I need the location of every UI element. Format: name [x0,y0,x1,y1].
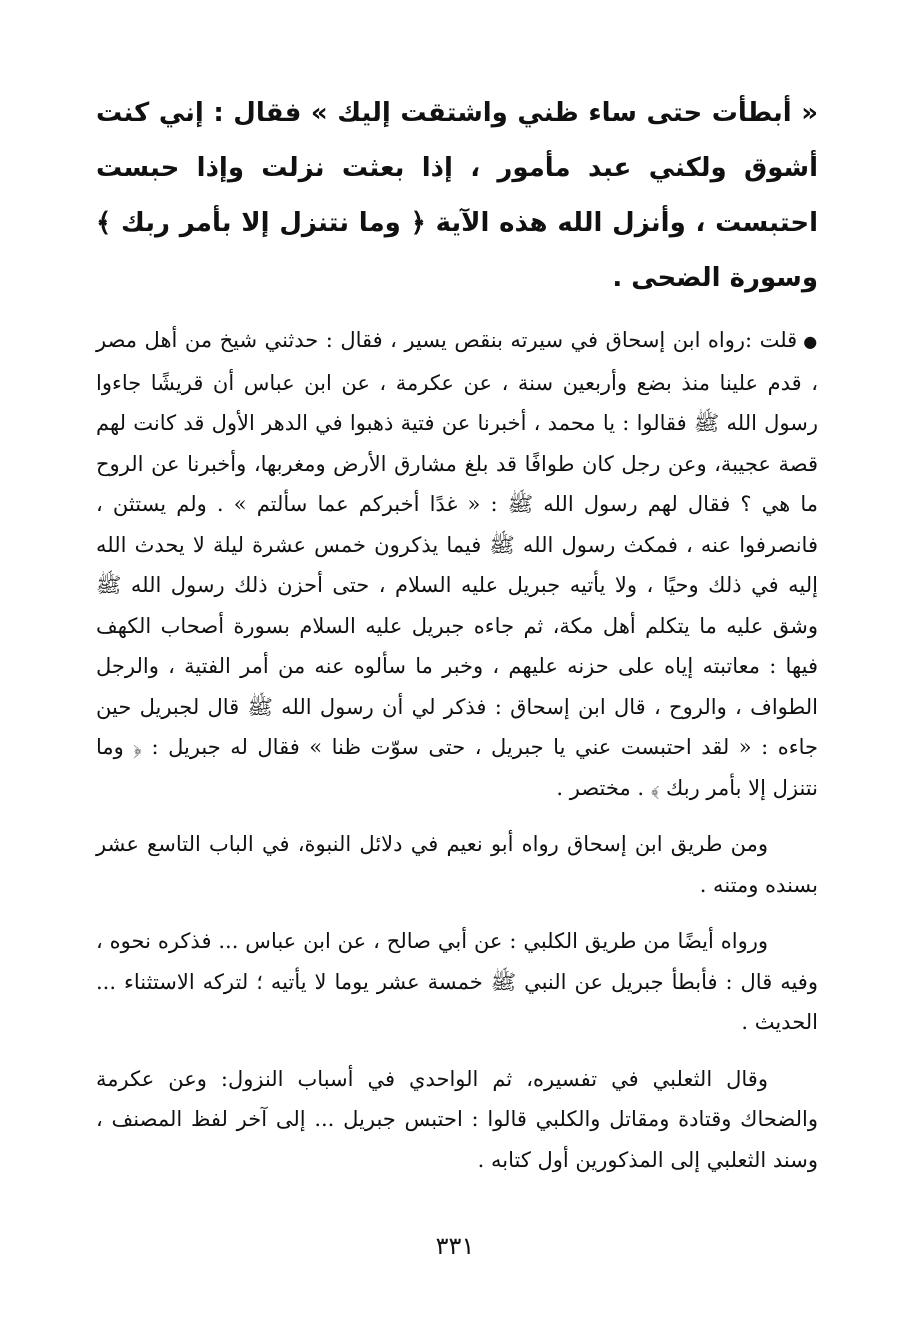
paragraph-ibn-ishaq-text: قلت :رواه ابن إسحاق في سيرته بنقص يسير ، فقال : حدثني شيخ من أهل مصر ، قدم علينا منذ بضع وأربعين سنة ، عن عكرمة ، عن ابن عباس أن قريشًا جاءوا رسول الله ﷺ فقالوا : يا محمد ، أخبرنا عن فتية ذهبوا في الدهر الأول قد كانت لهم قصة عجيبة، وعن رجل كان طوافًا قد بلغ مشارق الأرض ومغربها، وأخبرنا عن الروح ما هي ؟ فقال لهم رسول الله ﷺ : « غدًا أخبركم عما سألتم » . ولم يستثن ، فانصرفوا عنه ، فمكث رسول الله ﷺ فيما يذكرون خمس عشرة ليلة لا يحدث الله إليه في ذلك وحيًا ، ولا يأتيه جبريل عليه السلام ، حتى أحزن ذلك رسول الله ﷺ وشق عليه ما يتكلم أهل مكة، ثم جاءه جبريل عليه السلام بسورة أصحاب الكهف فيها : معاتبته إياه على حزنه عليهم ، وخبر ما سألوه عنه من أمر الفتية ، والرجل الطواف ، والروح ، قال ابن إسحاق : فذكر لي أن رسول الله ﷺ قال لجبريل حين جاءه : « لقد احتبست عني يا جبريل ، حتى سوّت ظنا » فقال له جبريل : ﴿ وما نتنزل إلا بأمر ربك ﴾ . مختصر . [96,328,819,800]
bullet-icon: ● [803,332,818,351]
page-number: ٣٣١ [435,1232,475,1260]
paragraph-ibn-ishaq [96,320,818,808]
paragraph-abu-nuaym: ومن طريق ابن إسحاق رواه أبو نعيم في دلائل النبوة، في الباب التاسع عشر بسنده ومتنه . [96,832,818,897]
intro-paragraph: « أبطأت حتى ساء ظني واشتقت إليك » فقال : إني كنت أشوق ولكني عبد مأمور ، إذا بعثت نزلت وإذا حبست احتبست ، وأنزل الله هذه الآية ﴿ وما نتنزل إلا بأمر ربك ﴾ وسورة الضحى . [96,98,818,293]
paragraph-kalbi: ورواه أيضًا من طريق الكلبي : عن أبي صالح ، عن ابن عباس ... فذكره نحوه ، وفيه قال : فأبطأ جبريل عن النبي ﷺ خمسة عشر يوما لا يأتيه ؛ لتركه الاستثناء ... الحديث . [96,929,818,1034]
book-page [96,86,818,1180]
paragraph-thalabi: وقال الثعلبي في تفسيره، ثم الواحدي في أسباب النزول: وعن عكرمة والضحاك وقتادة ومقاتل والكلبي قالوا : احتبس جبريل ... إلى آخر لفظ المصنف ، وسند الثعلبي إلى المذكورين أول كتابه . [96,1066,818,1172]
